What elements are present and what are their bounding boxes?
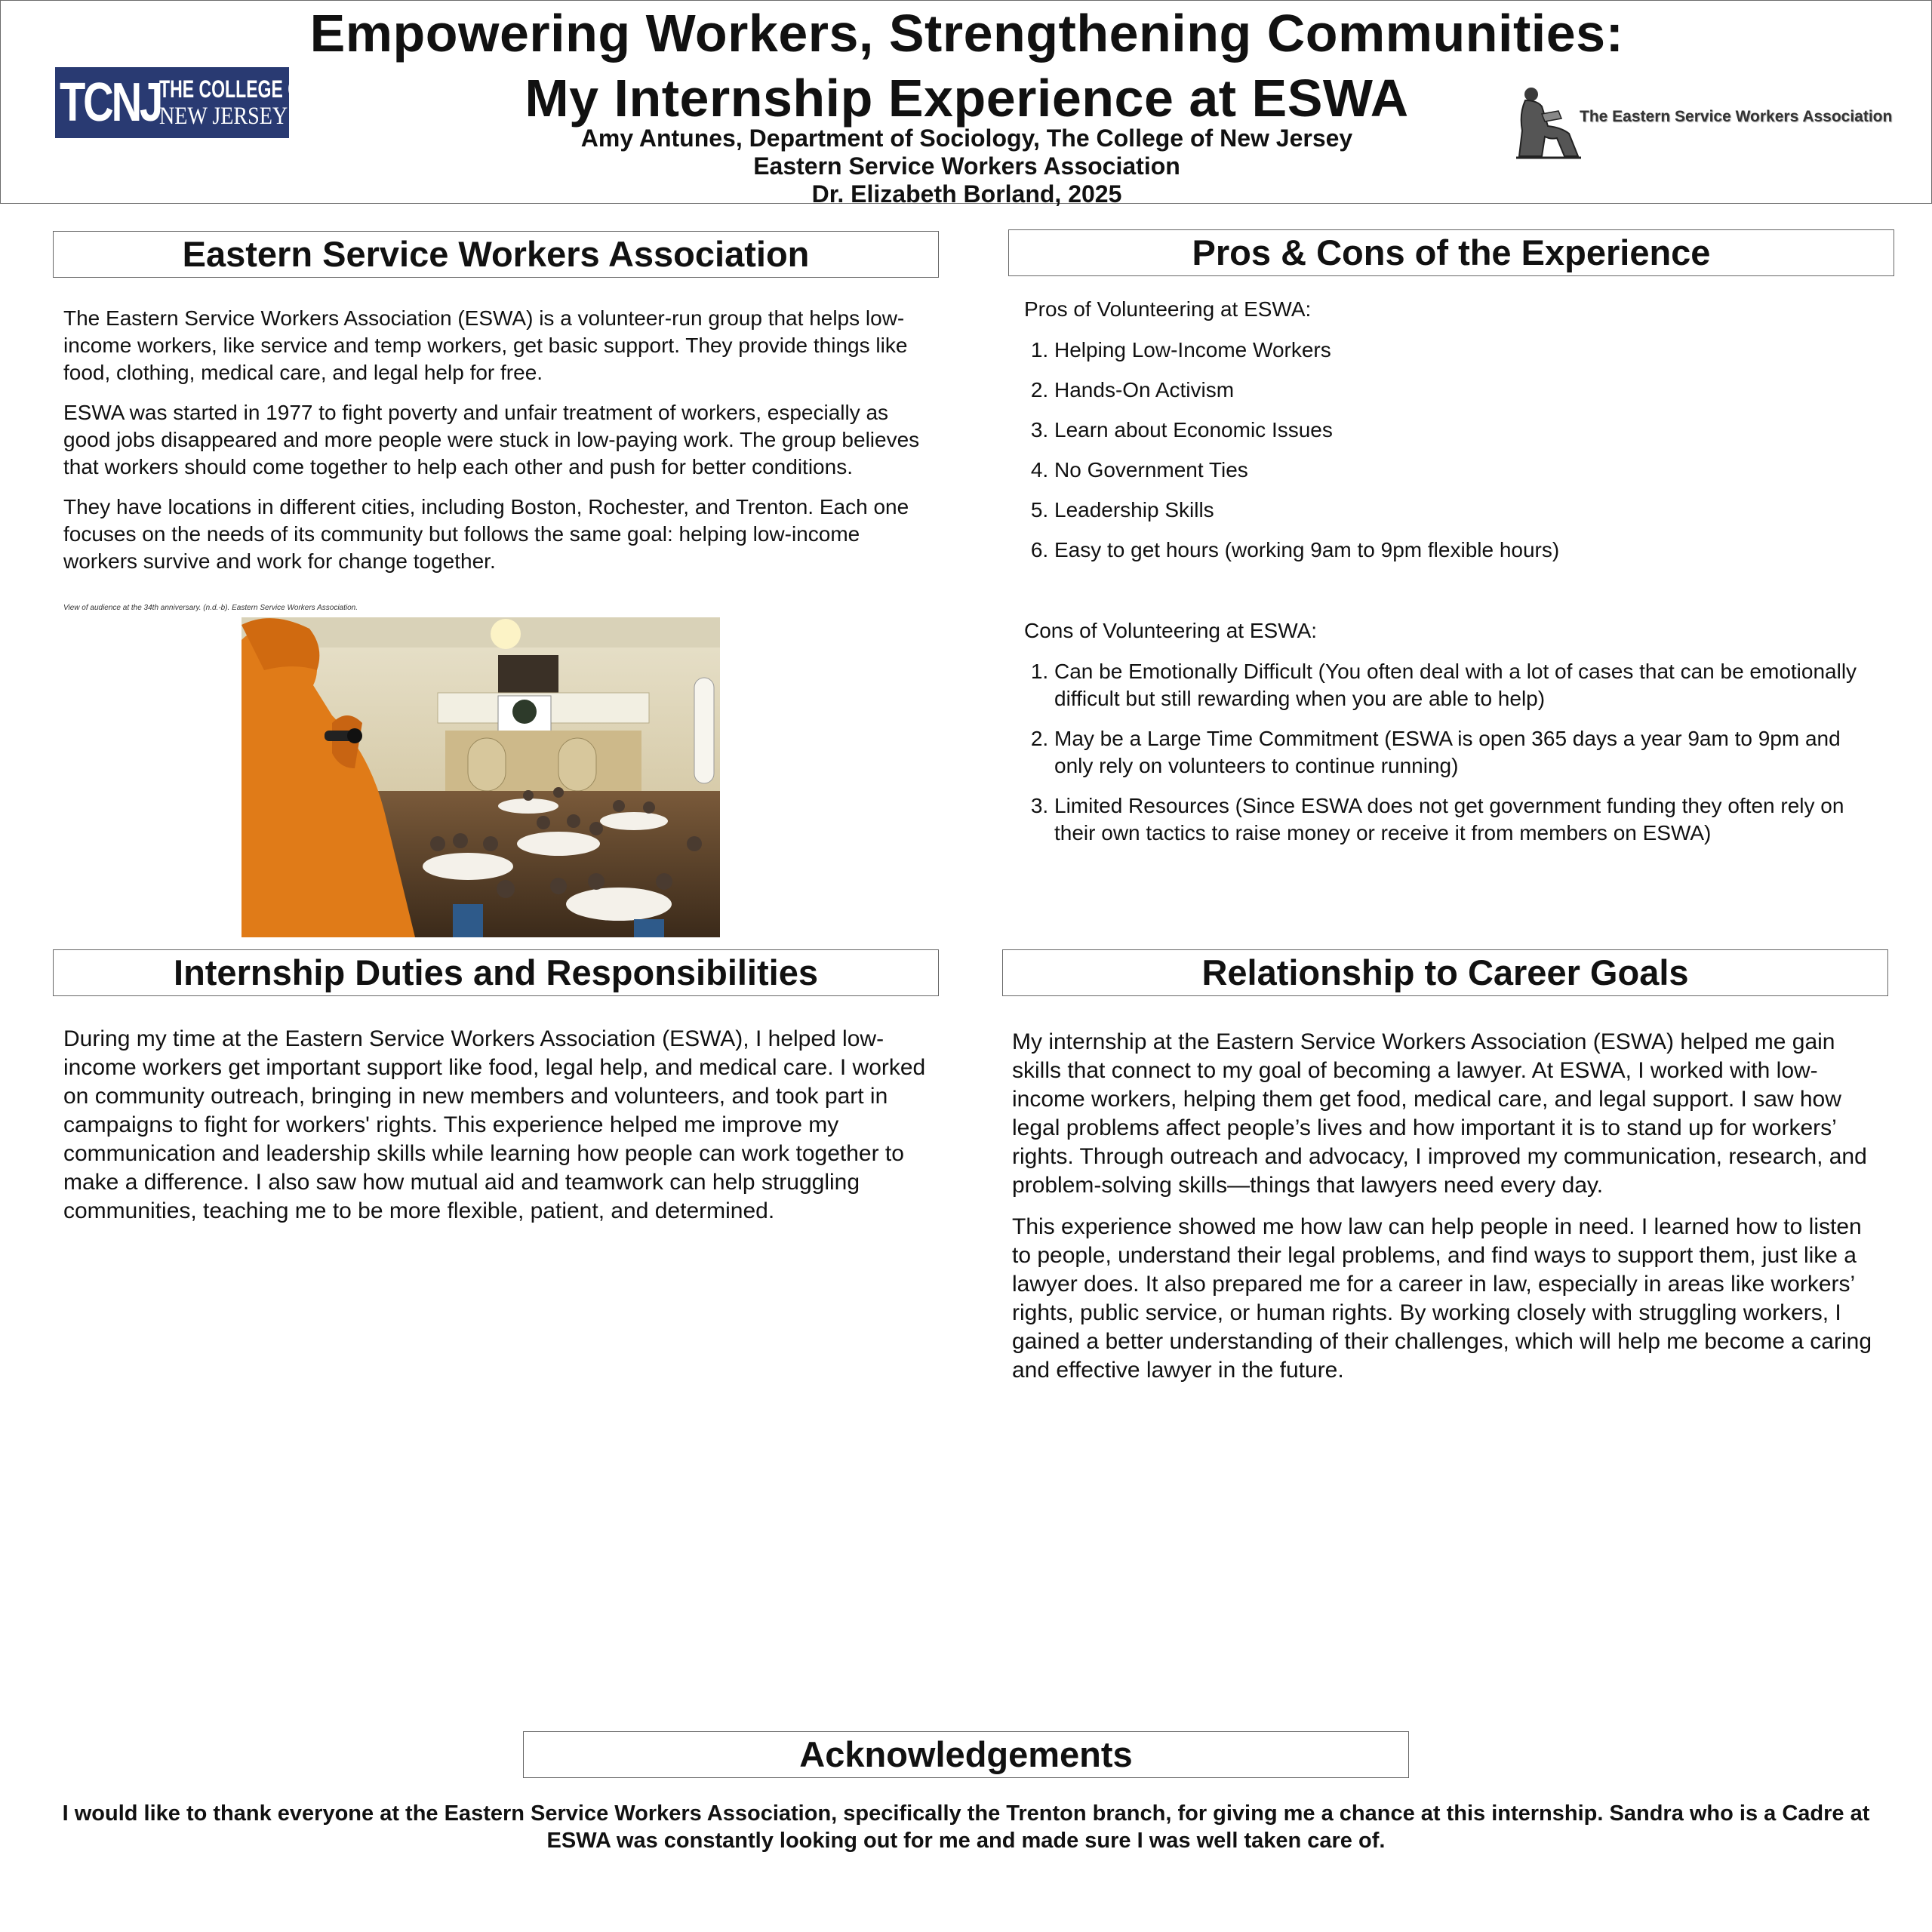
- poster-header: [0, 0, 1932, 208]
- list-item: 1. Can be Emotionally Difficult (You often deal with a lot of cases that can be emotionally difficult but still rewarding when you are able to help): [1054, 658, 1877, 712]
- seated-figure-icon: [1512, 84, 1584, 162]
- pros-block: [1024, 296, 1892, 577]
- pros-lead: Pros of Volunteering at ESWA:: [1024, 297, 1312, 321]
- list-item: 1. Helping Low-Income Workers: [1054, 337, 1892, 364]
- acknowledgements-text: I would like to thank everyone at the Eastern Service Workers Association, specifically the Trenton branch, for giving me a chance at this internship. Sandra who is a Cadre at ESWA was constantly looking out for me and made sure I was well taken care of.: [62, 1801, 1870, 1853]
- poster-subtitle: [378, 125, 1555, 208]
- title-line-1: Empowering Workers, Strengthening Communities:: [309, 4, 1624, 63]
- photo-caption: View of audience at the 34th anniversary. (n.d.-b). Eastern Service Workers Association.: [63, 604, 358, 612]
- cons-lead: Cons of Volunteering at ESWA:: [1024, 619, 1318, 642]
- eswa-section-body: [63, 305, 931, 588]
- tcnj-logo-abbr: TCNJ: [60, 72, 162, 133]
- eswa-paragraph: They have locations in different cities, including Boston, Rochester, and Trenton. Each one focuses on the needs of its community but follows the same goal: helping low-income workers survive and work for change together.: [63, 495, 909, 573]
- list-item: 6. Easy to get hours (working 9am to 9pm flexible hours): [1054, 537, 1892, 564]
- tcnj-logo-line2: NEW JERSEY: [159, 103, 288, 130]
- anniversary-event-photo: [242, 617, 720, 937]
- career-paragraph: This experience showed me how law can help people in need. I learned how to listen to people, understand their legal problems, and find ways to support them, just like a lawyer does. It also prepared me for a career in law, especially in areas like workers’ rights, public service, or human rights. By working closely with struggling workers, I gained a better understanding of their challenges, which will help me become a caring and effective lawyer in the future.: [1012, 1214, 1872, 1383]
- career-heading: Relationship to Career Goals: [1002, 949, 1888, 996]
- cons-list: [1024, 658, 1877, 847]
- eswa-paragraph: The Eastern Service Workers Association (ESWA) is a volunteer-run group that helps low-income workers, like service and temp workers, get basic support. They provide things like food, clothing, medical care, and legal help for free.: [63, 306, 908, 384]
- list-item: 3. Learn about Economic Issues: [1054, 417, 1892, 444]
- eswa-paragraph: ESWA was started in 1977 to fight poverty and unfair treatment of workers, especially as good jobs disappeared and more people were stuck in low-paying work. The group believes that workers should come together to help each other and push for better conditions.: [63, 401, 920, 478]
- duties-body: [63, 1025, 939, 1238]
- duties-paragraph: During my time at the Eastern Service Workers Association (ESWA), I helped low-income workers get important support like food, legal help, and medical care. I worked on community outreach, bringing in new members and volunteers, and took part in campaigns to fight for workers' rights. This experience helped me improve my communication and leadership skills while learning how people can work together to make a difference. I also saw how mutual aid and teamwork can help struggling communities, teaching me to be more flexible, patient, and determined.: [63, 1026, 926, 1223]
- career-paragraph: My internship at the Eastern Service Workers Association (ESWA) helped me gain skills that connect to my goal of becoming a lawyer. At ESWA, I worked with low-income workers, helping them get food, medical care, and legal support. I saw how legal problems affect people’s lives and how important it is to stand up for workers’ rights. Through outreach and advocacy, I improved my communication, research, and problem-solving skills—things that lawyers need every day.: [1012, 1029, 1867, 1198]
- eswa-logo-text: The Eastern Service Workers Association: [1580, 108, 1893, 125]
- advisor-line: Dr. Elizabeth Borland, 2025: [811, 180, 1122, 208]
- pros-list: [1024, 337, 1892, 564]
- career-body: [1012, 1028, 1880, 1398]
- tcnj-logo-line1: THE COLLEGE OF: [159, 75, 312, 103]
- organization-line: Eastern Service Workers Association: [753, 152, 1180, 180]
- cons-block: [1024, 617, 1877, 860]
- pros-cons-heading: Pros & Cons of the Experience: [1008, 229, 1894, 276]
- author-line: Amy Antunes, Department of Sociology, The College of New Jersey: [580, 125, 1353, 152]
- title-line-2: My Internship Experience at ESWA: [525, 69, 1409, 128]
- list-item: 2. May be a Large Time Commitment (ESWA is open 365 days a year 9am to 9pm and only rely on volunteers to continue running): [1054, 725, 1877, 780]
- eswa-section-heading: Eastern Service Workers Association: [53, 231, 939, 278]
- list-item: 3. Limited Resources (Since ESWA does not get government funding they often rely on their own tactics to raise money or receive it from members on ESWA): [1054, 792, 1877, 847]
- duties-heading: Internship Duties and Responsibilities: [53, 949, 939, 996]
- list-item: 5. Leadership Skills: [1054, 497, 1892, 524]
- list-item: 4. No Government Ties: [1054, 457, 1892, 484]
- list-item: 2. Hands-On Activism: [1054, 377, 1892, 404]
- poster-title: [227, 1, 1706, 131]
- acknowledgements-heading: Acknowledgements: [523, 1731, 1409, 1778]
